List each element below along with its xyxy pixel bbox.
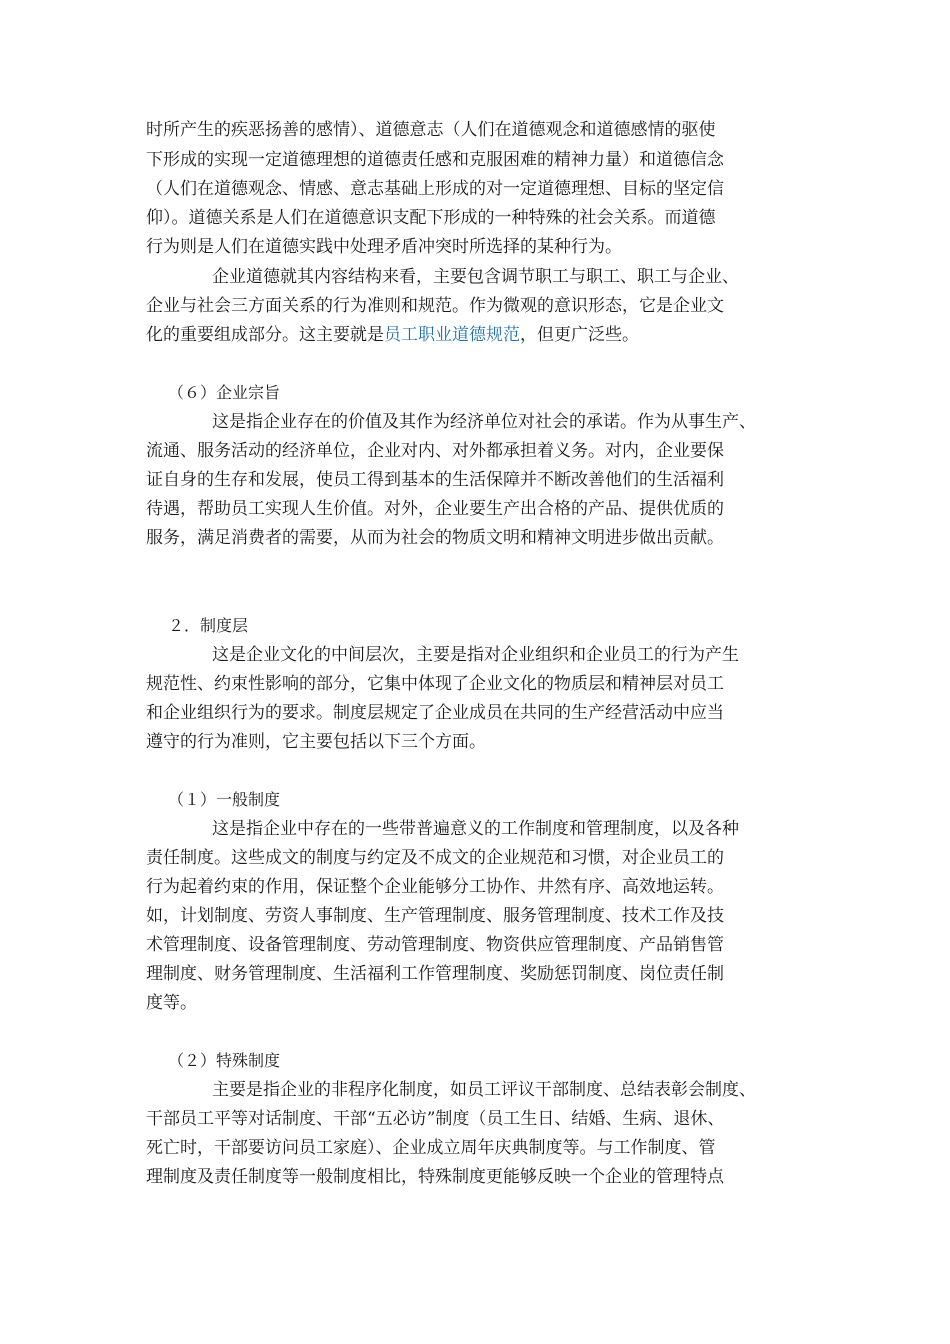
text-line: 责任制度。这些成文的制度与约定及不成文的企业规范和习惯，对企业员工的 bbox=[146, 848, 724, 868]
section-heading: （２）特殊制度 bbox=[168, 1051, 281, 1070]
text-line: 遵守的行为准则，它主要包括以下三个方面。 bbox=[146, 732, 486, 752]
text-line: 如，计划制度、劳资人事制度、生产管理制度、服务管理制度、技术工作及技 bbox=[146, 906, 724, 926]
text-line: 规范性、约束性影响的部分，它集中体现了企业文化的物质层和精神层对员工 bbox=[146, 674, 724, 694]
text-line: 时所产生的疾恶扬善的感情）、道德意志（人们在道德观念和道德感情的驱使 bbox=[146, 120, 716, 140]
text-line: 企业道德就其内容结构来看，主要包含调节职工与职工、职工与企业、 bbox=[212, 267, 739, 287]
text-line: 行为起着约束的作用，保证整个企业能够分工协作、井然有序、高效地运转。 bbox=[146, 877, 724, 897]
text-line: 死亡时，干部要访问员工家庭）、企业成立周年庆典制度等。与工作制度、管 bbox=[146, 1138, 716, 1158]
text-line: （人们在道德观念、情感、意志基础上形成的对一定道德理想、目标的坚定信 bbox=[146, 179, 724, 199]
section-heading: （１）一般制度 bbox=[168, 790, 281, 809]
text-line: 待遇，帮助员工实现人生价值。对外，企业要生产出合格的产品、提供优质的 bbox=[146, 499, 724, 519]
text-line: 理制度、财务管理制度、生活福利工作管理制度、奖励惩罚制度、岗位责任制 bbox=[146, 964, 724, 984]
text-line: 理制度及责任制度等一般制度相比，特殊制度更能够反映一个企业的管理特点 bbox=[146, 1167, 724, 1187]
text-line: 这是指企业中存在的一些带普遍意义的工作制度和管理制度，以及各种 bbox=[212, 819, 739, 839]
text-line: 服务，满足消费者的需要，从而为社会的物质文明和精神文明进步做出贡献。 bbox=[146, 528, 724, 548]
text-line: 仰）。道德关系是人们在道德意识支配下形成的一种特殊的社会关系。而道德 bbox=[146, 208, 716, 228]
text-line bbox=[146, 323, 639, 347]
section-heading: （６）企业宗旨 bbox=[168, 383, 281, 402]
text-line: 这是企业文化的中间层次，主要是指对企业组织和企业员工的行为产生 bbox=[212, 645, 739, 665]
text-line: 和企业组织行为的要求。制度层规定了企业成员在共同的生产经营活动中应当 bbox=[146, 703, 724, 723]
text-segment: ，但更广泛些。 bbox=[520, 325, 639, 345]
text-line: 企业与社会三方面关系的行为准则和规范。作为微观的意识形态，它是企业文 bbox=[146, 296, 724, 316]
text-line: 度等。 bbox=[146, 993, 197, 1013]
text-line: 主要是指企业的非程序化制度，如员工评议干部制度、总结表彰会制度、 bbox=[212, 1080, 756, 1100]
occupational-ethics-link[interactable]: 员工职业道德规范 bbox=[384, 325, 520, 345]
text-line: 行为则是人们在道德实践中处理矛盾冲突时所选择的某种行为。 bbox=[146, 237, 622, 257]
text-line: 术管理制度、设备管理制度、劳动管理制度、物资供应管理制度、产品销售管 bbox=[146, 935, 724, 955]
text-line: 证自身的生存和发展，使员工得到基本的生活保障并不断改善他们的生活福利 bbox=[146, 470, 724, 490]
section-heading: ２．制度层 bbox=[168, 616, 249, 635]
text-line: 流通、服务活动的经济单位，企业对内、对外都承担着义务。对内，企业要保 bbox=[146, 441, 724, 461]
text-line: 下形成的实现一定道德理想的道德责任感和克服困难的精神力量）和道德信念 bbox=[146, 150, 724, 170]
text-line: 这是指企业存在的价值及其作为经济单位对社会的承诺。作为从事生产、 bbox=[212, 412, 756, 432]
text-segment: 化的重要组成部分。这主要就是 bbox=[146, 325, 384, 345]
text-line: 干部员工平等对话制度、干部“五必访”制度（员工生日、结婚、生病、退休、 bbox=[146, 1109, 725, 1129]
